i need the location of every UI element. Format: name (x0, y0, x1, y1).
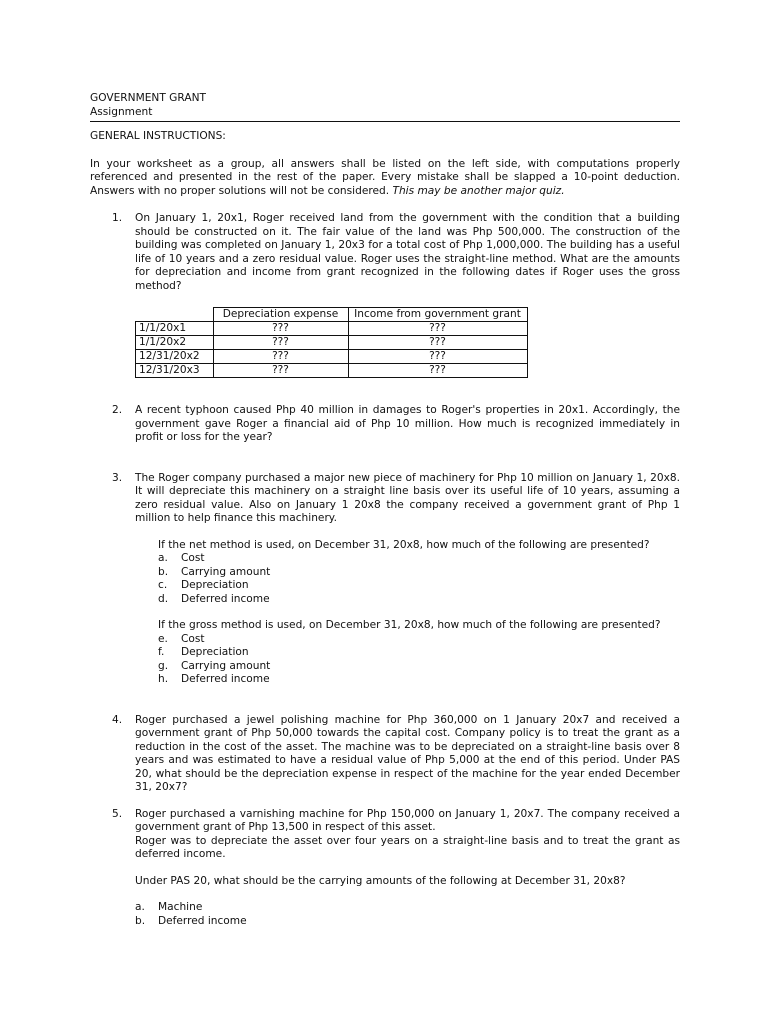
table-cell-date: 1/1/20x1 (136, 322, 214, 336)
question-text: The Roger company purchased a major new piece of machinery for Php 10 million on January 1, 20x8. It will depreciate this machinery on a straight line basis over its useful life of 10 years, assuming a zero residual value. Also on January 1 20x8 the company received a government grant of Php 1 million to help finance this machinery. (135, 471, 680, 524)
list-letter: g. (158, 659, 169, 672)
document-subtitle: Assignment (90, 105, 153, 118)
table-row (136, 336, 528, 350)
list-letter: b. (135, 914, 146, 927)
list-item (158, 566, 680, 580)
gross-method-list (158, 633, 680, 687)
list-letter: c. (158, 579, 168, 591)
list-item (158, 633, 680, 647)
table-cell: ??? (213, 336, 348, 350)
list-item (158, 552, 680, 566)
gross-method-prompt: If the gross method is used, on December 31, 20x8, how much of the following are presented? (158, 619, 661, 631)
list-label: Carrying amount (181, 565, 271, 578)
list-letter: d. (158, 592, 169, 605)
question-number: 2. (112, 404, 123, 416)
list-letter: b. (158, 565, 169, 578)
document-page (90, 92, 680, 928)
list-item (158, 579, 680, 593)
question-number: 3. (112, 471, 123, 484)
table-cell: ??? (348, 322, 527, 336)
list-letter: h. (158, 673, 169, 685)
question-1 (90, 212, 680, 293)
list-label: Cost (181, 632, 205, 645)
question-number: 4. (112, 713, 123, 726)
list-item (135, 901, 680, 915)
table-header-row (136, 308, 528, 322)
list-label: Deferred income (181, 673, 270, 685)
list-item (158, 660, 680, 674)
list-letter: f. (158, 646, 165, 658)
intro-text: In your worksheet as a group, all answers shall be listed on the left side, with computations properly referenced and presented in the rest of the paper. Every mistake shall be slapped a 10-point deduction. Answers with no proper solutions will not be considered. (90, 157, 680, 197)
table-cell-date: 12/31/20x2 (136, 350, 214, 364)
question-text: A recent typhoon caused Php 40 million in damages to Roger's properties in 20x1. Accordingly, the government gave Roger a financial aid of Php 10 million. How much is recognized immediately in profit or loss for the year? (135, 404, 680, 443)
list-item (158, 673, 680, 687)
question-text-continued: Roger was to depreciate the asset over four years on a straight-line basis and to treat the grant as deferred income. (135, 834, 680, 860)
table-cell-date: 1/1/20x2 (136, 336, 214, 350)
list-letter: a. (135, 901, 145, 913)
list-label: Depreciation (181, 579, 249, 591)
intro-emphasis: This may be another major quiz. (392, 184, 565, 197)
table-header-cell: Depreciation expense (213, 308, 348, 322)
net-method-list (158, 552, 680, 606)
table-row (136, 350, 528, 364)
question-5 (90, 808, 680, 889)
general-instructions-heading: GENERAL INSTRUCTIONS: (90, 130, 226, 142)
table-cell: ??? (348, 364, 527, 378)
table-row (136, 364, 528, 378)
q5-prompt: Under PAS 20, what should be the carrying amounts of the following at December 31, 20x8? (135, 874, 626, 887)
list-label: Cost (181, 552, 205, 564)
list-label: Depreciation (181, 646, 249, 658)
table-cell: ??? (213, 322, 348, 336)
question-text: Roger purchased a jewel polishing machine for Php 360,000 on 1 January 20x7 and received a government grant of Php 50,000 towards the capital cost. Company policy is to treat the grant as a reduction in the cost of the asset. The machine was to be depreciated on a straight-line basis over 8 years and was estimated to have a residual value of Php 5,000 at the end of this period. Under PAS 20, what should be the depreciation expense in respect of the machine for the year ended December 31, 20x7? (135, 713, 680, 793)
table-cell: ??? (348, 336, 527, 350)
question-3 (90, 472, 680, 526)
question-text: On January 1, 20x1, Roger received land from the government with the condition that a building should be constructed on it. The fair value of the land was Php 500,000. The construction of the building was completed on January 1, 20x3 for a total cost of Php 1,000,000. The building has a useful life of 10 years and a zero residual value. Roger uses the straight-line method. What are the amounts for depreciation and income from grant recognized in the following dates if Roger uses the gross method? (135, 212, 680, 292)
question-2 (90, 404, 680, 445)
list-letter: a. (158, 552, 168, 564)
list-label: Deferred income (158, 914, 247, 927)
question-text: Roger purchased a varnishing machine for Php 150,000 on January 1, 20x7. The company received a government grant of Php 13,500 in respect of this asset. (135, 807, 680, 833)
intro-paragraph (90, 158, 680, 199)
table-header-cell (136, 308, 214, 322)
list-item (158, 646, 680, 660)
q5-list (135, 901, 680, 928)
table-cell: ??? (348, 350, 527, 364)
header-divider (90, 121, 680, 122)
list-label: Carrying amount (181, 659, 271, 672)
net-method-prompt: If the net method is used, on December 31, 20x8, how much of the following are presented? (158, 538, 650, 551)
depreciation-table (135, 307, 528, 378)
list-label: Deferred income (181, 592, 270, 605)
document-title: GOVERNMENT GRANT (90, 92, 206, 104)
table-cell: ??? (213, 350, 348, 364)
table-row (136, 322, 528, 336)
table-header-cell: Income from government grant (348, 308, 527, 322)
question-number: 5. (112, 807, 123, 820)
table-cell-date: 12/31/20x3 (136, 364, 214, 378)
list-letter: e. (158, 632, 168, 645)
list-item (135, 915, 680, 929)
list-label: Machine (158, 901, 203, 913)
question-number: 1. (112, 212, 123, 224)
question-4 (90, 714, 680, 795)
table-cell: ??? (213, 364, 348, 378)
list-item (158, 593, 680, 607)
